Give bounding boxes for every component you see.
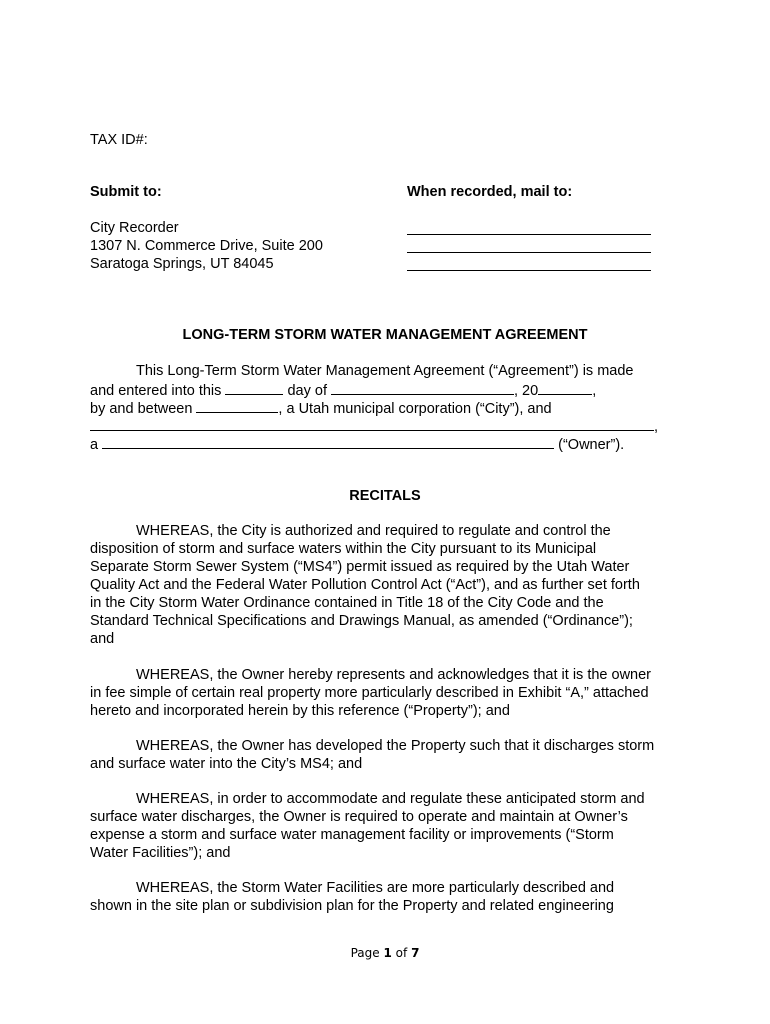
city-name-blank: [196, 398, 278, 413]
recital-line: Quality Act and the Federal Water Pollution Control Act (“Act”), and as further set forth: [90, 577, 640, 593]
day-blank: [225, 380, 283, 395]
owner-name-blank: [90, 416, 654, 431]
recital-line: WHEREAS, in order to accommodate and regulate these anticipated storm and: [136, 791, 645, 807]
mail-to-line: [407, 252, 651, 253]
recital-line: shown in the site plan or subdivision plan for the Property and related engineering: [90, 898, 614, 914]
intro-line: ,: [90, 416, 658, 436]
page-number: Page 1 of 7: [350, 946, 420, 960]
mail-to-line: [407, 234, 651, 235]
recital-line: and surface water into the City’s MS4; and: [90, 756, 363, 772]
tax-id-label: TAX ID#:: [90, 132, 148, 148]
recital-line: in the City Storm Water Ordinance contained in Title 18 of the City Code and the: [90, 595, 604, 611]
mail-to-label: When recorded, mail to:: [407, 184, 573, 200]
intro-line: a (“Owner”).: [90, 434, 624, 454]
document-title: LONG-TERM STORM WATER MANAGEMENT AGREEMENT: [182, 327, 588, 343]
month-blank: [331, 380, 514, 395]
submit-to-label: Submit to:: [90, 184, 162, 200]
recital-line: and: [90, 631, 115, 647]
recital-line: Water Facilities”); and: [90, 845, 231, 861]
recital-line: WHEREAS, the Storm Water Facilities are more particularly described and: [136, 880, 615, 896]
year-blank: [538, 380, 592, 395]
recital-line: WHEREAS, the City is authorized and required to regulate and control the: [136, 523, 611, 539]
recital-line: in fee simple of certain real property more particularly described in Exhibit “A,” attached: [90, 685, 649, 701]
intro-line: This Long-Term Storm Water Management Agreement (“Agreement”) is made: [136, 363, 634, 379]
submit-address-line: Saratoga Springs, UT 84045: [90, 256, 274, 272]
owner-type-blank: [102, 434, 554, 449]
recital-line: surface water discharges, the Owner is required to operate and maintain at Owner’s: [90, 809, 628, 825]
mail-to-line: [407, 270, 651, 271]
recital-line: WHEREAS, the Owner hereby represents and acknowledges that it is the owner: [136, 667, 652, 683]
recital-line: expense a storm and surface water management facility or improvements (“Storm: [90, 827, 614, 843]
recital-line: hereto and incorporated herein by this reference (“Property”); and: [90, 703, 510, 719]
recital-line: Standard Technical Specifications and Drawings Manual, as amended (“Ordinance”);: [90, 613, 633, 629]
recital-line: WHEREAS, the Owner has developed the Property such that it discharges storm: [136, 738, 655, 754]
intro-line: by and between , a Utah municipal corporation (“City”), and: [90, 398, 552, 418]
intro-line: and entered into this day of , 20 ,: [90, 380, 596, 400]
submit-address-line: City Recorder: [90, 220, 179, 236]
recital-line: Separate Storm Sewer System (“MS4”) permit issued as required by the Utah Water: [90, 559, 630, 575]
recitals-heading: RECITALS: [349, 488, 421, 504]
submit-address-line: 1307 N. Commerce Drive, Suite 200: [90, 238, 323, 254]
recital-line: disposition of storm and surface waters within the City pursuant to its Municipal: [90, 541, 597, 557]
